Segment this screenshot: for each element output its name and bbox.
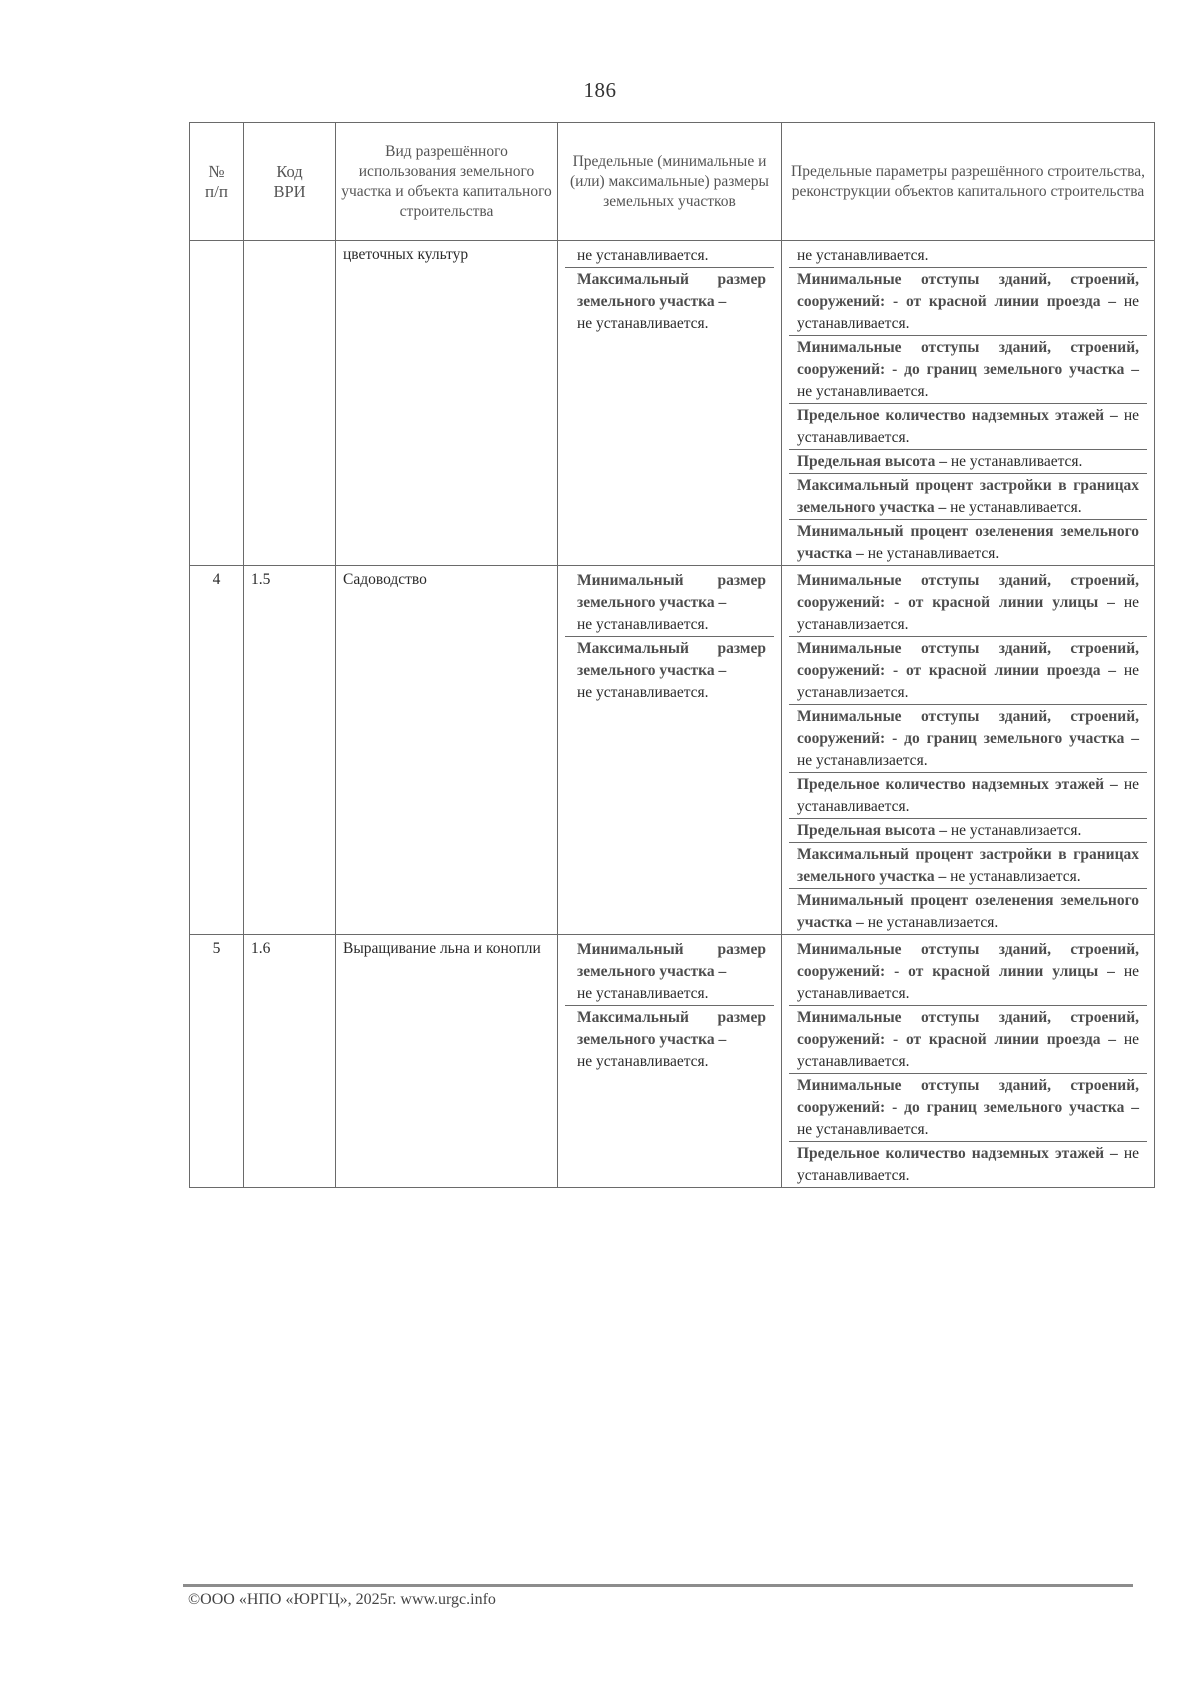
header-plot-size: Предельные (минимальные и (или) максимальные) размеры земельных участков [558, 123, 782, 241]
building-param-value: не устанавлизается. [797, 752, 928, 769]
building-param-entry [789, 938, 1147, 1006]
building-param-value: не устанавливается. [950, 499, 1082, 516]
building-param-value: не устанавливается. [797, 963, 1140, 1002]
building-param-label: Минимальные отступы зданий, строений, сооружений: - до границ земельного участка – [797, 708, 1139, 747]
building-param-label: Предельное количество надземных этажей – [797, 1145, 1118, 1162]
footer-rule [183, 1584, 1133, 1587]
table-row [190, 566, 1155, 935]
building-param-label: Минимальные отступы зданий, строений, сооружений: - от красной линии улицы – [797, 941, 1139, 980]
row-plot-size [558, 241, 782, 566]
building-param-entry [789, 843, 1147, 889]
header-number: № п/п [190, 123, 244, 241]
building-param-label: Максимальный процент застройки в границах земельного участка – [797, 477, 1139, 516]
building-param-entry [789, 1074, 1147, 1142]
plot-size-label: Максимальный размер земельного участка – [577, 1009, 766, 1048]
building-param-label: Минимальные отступы зданий, строений, сооружений: - от красной линии проезда – [797, 640, 1139, 679]
building-param-value: не устанавлизается. [797, 662, 1140, 701]
row-number: 4 [190, 566, 244, 935]
row-building-params [782, 241, 1155, 566]
building-param-entry [789, 773, 1147, 819]
building-param-entry [789, 244, 1147, 268]
plot-size-value: не устанавливается. [577, 1053, 709, 1070]
building-param-entry [789, 474, 1147, 520]
building-param-label: Минимальный процент озеленения земельного участка – [797, 523, 1139, 562]
plot-size-value: не устанавливается. [577, 315, 709, 332]
building-param-entry [789, 336, 1147, 404]
footer-copyright: ©ООО «НПО «ЮРГЦ», 2025г. www.urgc.info [188, 1591, 496, 1608]
row-plot-size [558, 566, 782, 935]
building-param-label: Минимальные отступы зданий, строений, сооружений: - до границ земельного участка – [797, 1077, 1139, 1116]
plot-size-entry [565, 244, 774, 268]
building-param-entry [789, 705, 1147, 773]
row-use-type: цветочных культур [336, 241, 558, 566]
row-plot-size [558, 935, 782, 1188]
row-building-params [782, 566, 1155, 935]
building-param-entry [789, 569, 1147, 637]
building-param-label: Минимальные отступы зданий, строений, сооружений: - от красной линии проезда – [797, 271, 1139, 310]
row-number: 5 [190, 935, 244, 1188]
building-param-label: Предельная высота – [797, 453, 947, 470]
table-row [190, 241, 1155, 566]
header-code: Код ВРИ [244, 123, 336, 241]
plot-size-value: не устанавливается. [577, 247, 709, 264]
header-use-type: Вид разрешённого использования земельного участка и объекта капитального строительства [336, 123, 558, 241]
building-param-value: не устанавливается. [797, 247, 929, 264]
building-param-label: Максимальный процент застройки в границах земельного участка – [797, 846, 1139, 885]
row-number [190, 241, 244, 566]
building-param-label: Минимальные отступы зданий, строений, сооружений: - до границ земельного участка – [797, 339, 1139, 378]
building-param-entry [789, 1142, 1147, 1187]
plot-size-entry [565, 268, 774, 335]
building-param-entry [789, 268, 1147, 336]
building-param-label: Минимальные отступы зданий, строений, сооружений: - от красной линии проезда – [797, 1009, 1139, 1048]
plot-size-value: не устанавливается. [577, 985, 709, 1002]
plot-size-value: не устанавливается. [577, 616, 709, 633]
building-param-value: не устанавливается. [797, 293, 1140, 332]
building-param-value: не устанавлизается. [797, 594, 1140, 633]
building-param-entry [789, 520, 1147, 565]
building-param-label: Предельное количество надземных этажей – [797, 776, 1118, 793]
building-param-label: Минимальные отступы зданий, строений, сооружений: - от красной линии улицы – [797, 572, 1139, 611]
building-param-value: не устанавлизается. [950, 868, 1081, 885]
plot-size-entry [565, 569, 774, 637]
building-param-entry [789, 889, 1147, 934]
building-param-entry [789, 450, 1147, 474]
building-param-value: не устанавлизается. [867, 914, 999, 931]
plot-size-label: Максимальный размер земельного участка – [577, 271, 766, 310]
land-use-regulations-table [189, 122, 1155, 1188]
building-param-label: Минимальный процент озеленения земельного участка – [797, 892, 1139, 931]
header-building-params: Предельные параметры разрешённого строительства, реконструкции объектов капитального строительства [782, 123, 1155, 241]
building-param-label: Предельная высота – [797, 822, 947, 839]
row-building-params [782, 935, 1155, 1188]
building-param-value: не устанавливается. [950, 453, 1083, 470]
plot-size-label: Минимальный размер земельного участка – [577, 941, 766, 980]
building-param-value: не устанавлизается. [950, 822, 1082, 839]
building-param-label: Предельное количество надземных этажей – [797, 407, 1118, 424]
building-param-value: не устанавливается. [797, 1121, 929, 1138]
plot-size-entry [565, 938, 774, 1006]
plot-size-label: Минимальный размер земельного участка – [577, 572, 766, 611]
table-row [190, 935, 1155, 1188]
building-param-value: не устанавливается. [797, 1031, 1140, 1070]
plot-size-entry [565, 637, 774, 704]
building-param-value: не устанавливается. [867, 545, 1000, 562]
building-param-entry [789, 819, 1147, 843]
building-param-value: не устанавливается. [797, 407, 1140, 446]
plot-size-entry [565, 1006, 774, 1073]
building-param-value: не устанавливается. [797, 776, 1140, 815]
table-body [190, 241, 1155, 1188]
row-code: 1.6 [244, 935, 336, 1188]
plot-size-label: Максимальный размер земельного участка – [577, 640, 766, 679]
building-param-entry [789, 404, 1147, 450]
row-code [244, 241, 336, 566]
plot-size-value: не устанавливается. [577, 684, 709, 701]
building-param-entry [789, 1006, 1147, 1074]
row-use-type: Выращивание льна и конопли [336, 935, 558, 1188]
row-code: 1.5 [244, 566, 336, 935]
building-param-value: не устанавливается. [797, 383, 929, 400]
page-number: 186 [583, 78, 617, 102]
building-param-entry [789, 637, 1147, 705]
row-use-type: Садоводство [336, 566, 558, 935]
table-header-row [190, 123, 1155, 241]
building-param-value: не устанавливается. [797, 1145, 1140, 1184]
